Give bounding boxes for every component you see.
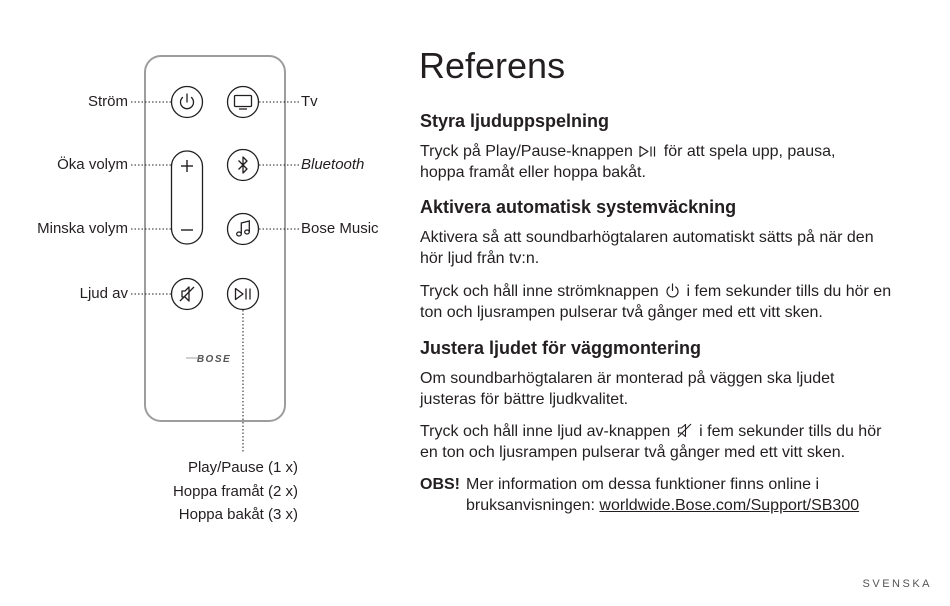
section-heading-playback: Styra ljuduppspelning [420,111,610,131]
note-text [466,474,936,516]
callout-power: Ström [87,93,128,110]
callout-tv: Tv [301,93,318,110]
paragraph-wall-mount-1 [420,368,925,410]
text: i fem sekunder tills du hör en [686,283,892,300]
power-icon [665,283,680,298]
section-heading-auto-wake: Aktivera automatisk systemväckning [420,197,737,217]
text: Aktivera så att soundbarhögtalaren automatiskt sätts på när den [420,229,874,246]
callout-bluetooth: Bluetooth [301,156,365,173]
callout-mute: Ljud av [79,285,128,302]
page-title: Referens [419,45,566,86]
bose-logo: BOSE [196,354,232,365]
text: Om soundbarhögtalaren är monterad på väggen ska ljudet [420,370,835,387]
power-button[interactable] [172,87,203,118]
text: ton och ljusrampen pulserar två gånger med ett vitt sken. [420,304,823,321]
support-link[interactable]: worldwide.Bose.com/Support/SB300 [599,497,860,514]
text: i fem sekunder tills du hör [699,423,882,440]
text: Mer information om dessa funktioner finns online i [466,476,820,493]
callout-volume-up: Öka volym [57,156,128,173]
play-pause-note: Play/Pause (1 x) [187,459,298,476]
text: hoppa framåt eller hoppa bakåt. [420,164,646,181]
text: bruksanvisningen: [466,497,595,514]
callout-bose-music: Bose Music [301,220,379,237]
bose-music-button[interactable] [228,214,259,245]
paragraph-auto-wake-1 [420,227,925,269]
text: en ton och ljusrampen pulserar två gånger med ett vitt sken. [420,444,846,461]
paragraph-auto-wake-2 [420,281,925,323]
remote-body [145,56,285,421]
tv-button[interactable] [228,87,259,118]
text: Tryck och håll inne ljud av-knappen [420,423,671,440]
bluetooth-button[interactable] [228,150,259,181]
play-pause-note: Hoppa bakåt (3 x) [178,506,298,523]
text: för att spela upp, pausa, [663,143,836,160]
text: Tryck på Play/Pause-knappen [420,143,633,160]
note-label: OBS! [420,476,460,493]
mute-button[interactable] [172,279,203,310]
paragraph-wall-mount-2 [420,421,925,463]
play-pause-notes [173,456,298,527]
mute-icon [677,423,693,438]
play-pause-icon [639,145,657,158]
play-pause-note: Hoppa framåt (2 x) [172,482,298,500]
text: hör ljud från tv:n. [420,250,540,267]
paragraph-playback [420,141,925,183]
section-heading-wall-mount: Justera ljudet för väggmontering [420,338,702,358]
play-pause-button[interactable] [228,279,259,310]
text: justeras för bättre ljudkvalitet. [420,391,629,408]
text: Tryck och håll inne strömknappen [420,283,659,300]
language-footer: SVENSKA [862,578,932,590]
volume-rocker[interactable] [172,151,203,244]
leader-lines [131,102,300,452]
callout-volume-down: Minska volym [37,220,128,237]
